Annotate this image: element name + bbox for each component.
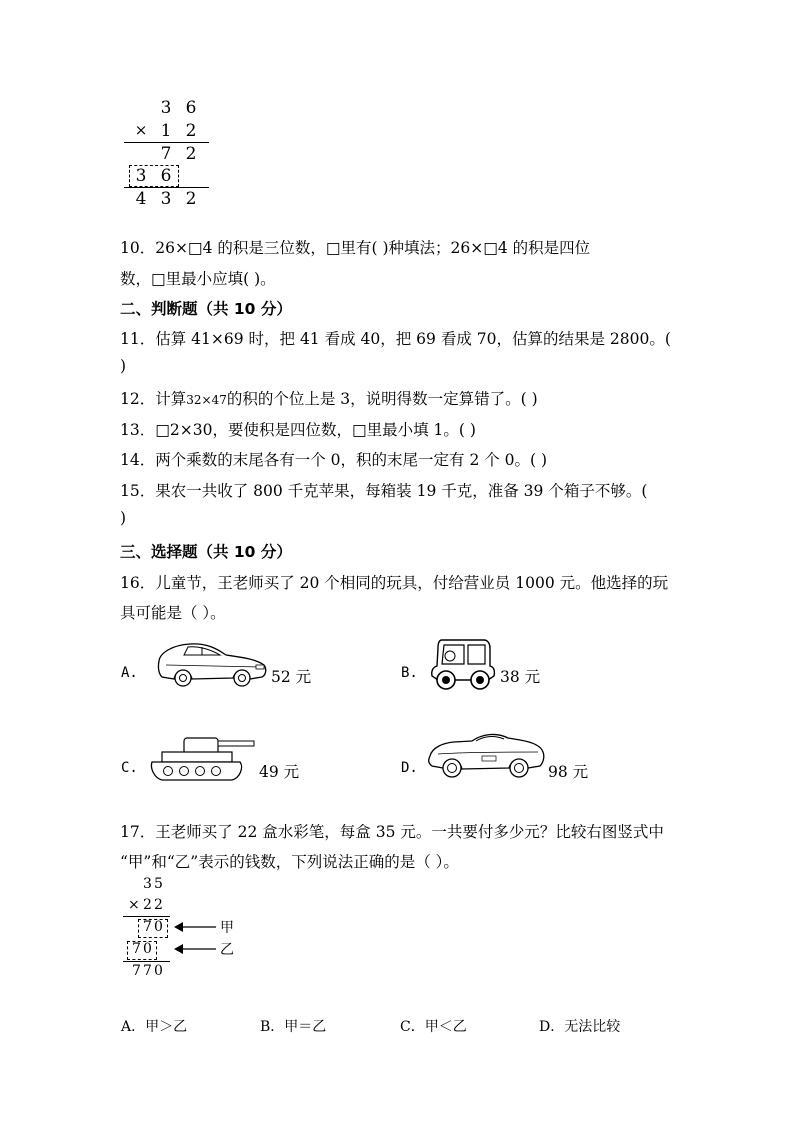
q15-line1: 15．果农一共收了 800 千克苹果，每箱装 19 千克，准备 39 个箱子不够。( [120,482,648,500]
q12-expression: 32×47 [186,393,227,407]
toy-car-icon [428,636,498,692]
q17-line1: 17．王老师买了 22 盒水彩笔，每盒 35 元。一共要付多少元？比较右图竖式中 [120,823,664,841]
calc1-digit: 6 [160,166,172,186]
calc1-digit: 3 [135,166,147,186]
calc1-rule [124,142,209,143]
q16-line2: 具可能是（ ）。 [120,604,226,622]
q12-pre: 12．计算 [120,390,187,408]
q16-option-c-letter: C. [121,760,138,776]
calc1-rule [124,187,209,188]
calc1-digit: 2 [185,189,197,209]
calc2-digit: 0 [154,963,163,979]
calc2-rule [123,916,170,917]
calc1-digit: 3 [160,189,172,209]
q12-post: 的积的个位上是 3，说明得数一定算错了。( ) [226,390,538,408]
calc2-digit: 5 [154,876,163,892]
q17-line2: “甲”和“乙”表示的钱数，下列说法正确的是（ ）。 [120,853,459,871]
q11-line1: 11．估算 41×69 时，把 41 看成 40，把 69 看成 70，估算的结果是 2800。( [120,330,671,348]
calc1-digit: 7 [160,144,172,164]
q17-option-c: C．甲＜乙 [400,1019,467,1035]
q16-option-d-letter: D. [401,760,418,776]
calc2-rule [123,961,170,962]
calc2-digit: 2 [154,897,163,913]
q17-option-a: A．甲＞乙 [121,1019,188,1035]
q16-option-c-price: 49 元 [259,763,300,781]
q10-line1: 10．26×□4 的积是三位数，□里有( )种填法；26×□4 的积是四位 [120,239,591,257]
convertible-icon [424,722,548,782]
calc1-digit: 6 [185,98,197,118]
section-heading-choice: 三、选择题（共 10 分） [120,543,292,561]
calc2-digit: 7 [143,919,152,935]
label-jia: 甲 [220,920,234,936]
calc2-digit: 0 [154,919,163,935]
q16-option-b-price: 38 元 [500,668,541,686]
calc1-digit: 2 [185,144,197,164]
arrow-left-icon [172,918,218,960]
q16-option-d-price: 98 元 [548,763,589,781]
calc1-digit: 1 [160,121,172,141]
calc2-digit: 7 [143,963,152,979]
q17-option-b: B．甲＝乙 [260,1019,327,1035]
label-yi: 乙 [220,942,234,958]
calc1-digit: 3 [160,98,172,118]
calc2-digit: 0 [143,941,152,957]
calc2-digit: 7 [132,941,141,957]
q13-text: 13．□2×30，要使积是四位数，□里最小填 1。( ) [120,421,476,439]
q16-option-a-price: 52 元 [271,668,312,686]
tank-icon [148,732,258,784]
calc2-digit: 2 [143,897,152,913]
q17-option-d: D．无法比较 [539,1019,621,1035]
sports-car-icon [156,635,270,687]
calc2-digit: 3 [143,876,152,892]
calc1-digit: 4 [135,189,147,209]
q16-option-b-letter: B. [401,665,418,681]
calc2-digit: 7 [132,963,141,979]
q11-line2: ) [120,357,127,375]
q10-line2: 数，□里最小应填( )。 [120,270,276,288]
section-heading-judge: 二、判断题（共 10 分） [120,300,292,318]
q12-text [120,387,538,409]
calc2-operator: × [128,897,140,913]
calc1-operator: × [134,121,148,139]
calc1-digit: 2 [185,121,197,141]
q15-line2: ) [120,509,127,527]
q16-line1: 16．儿童节，王老师买了 20 个相同的玩具，付给营业员 1000 元。他选择的玩 [120,574,669,592]
q14-text: 14．两个乘数的末尾各有一个 0，积的末尾一定有 2 个 0。( ) [120,451,548,469]
q16-option-a-letter: A. [121,665,138,681]
